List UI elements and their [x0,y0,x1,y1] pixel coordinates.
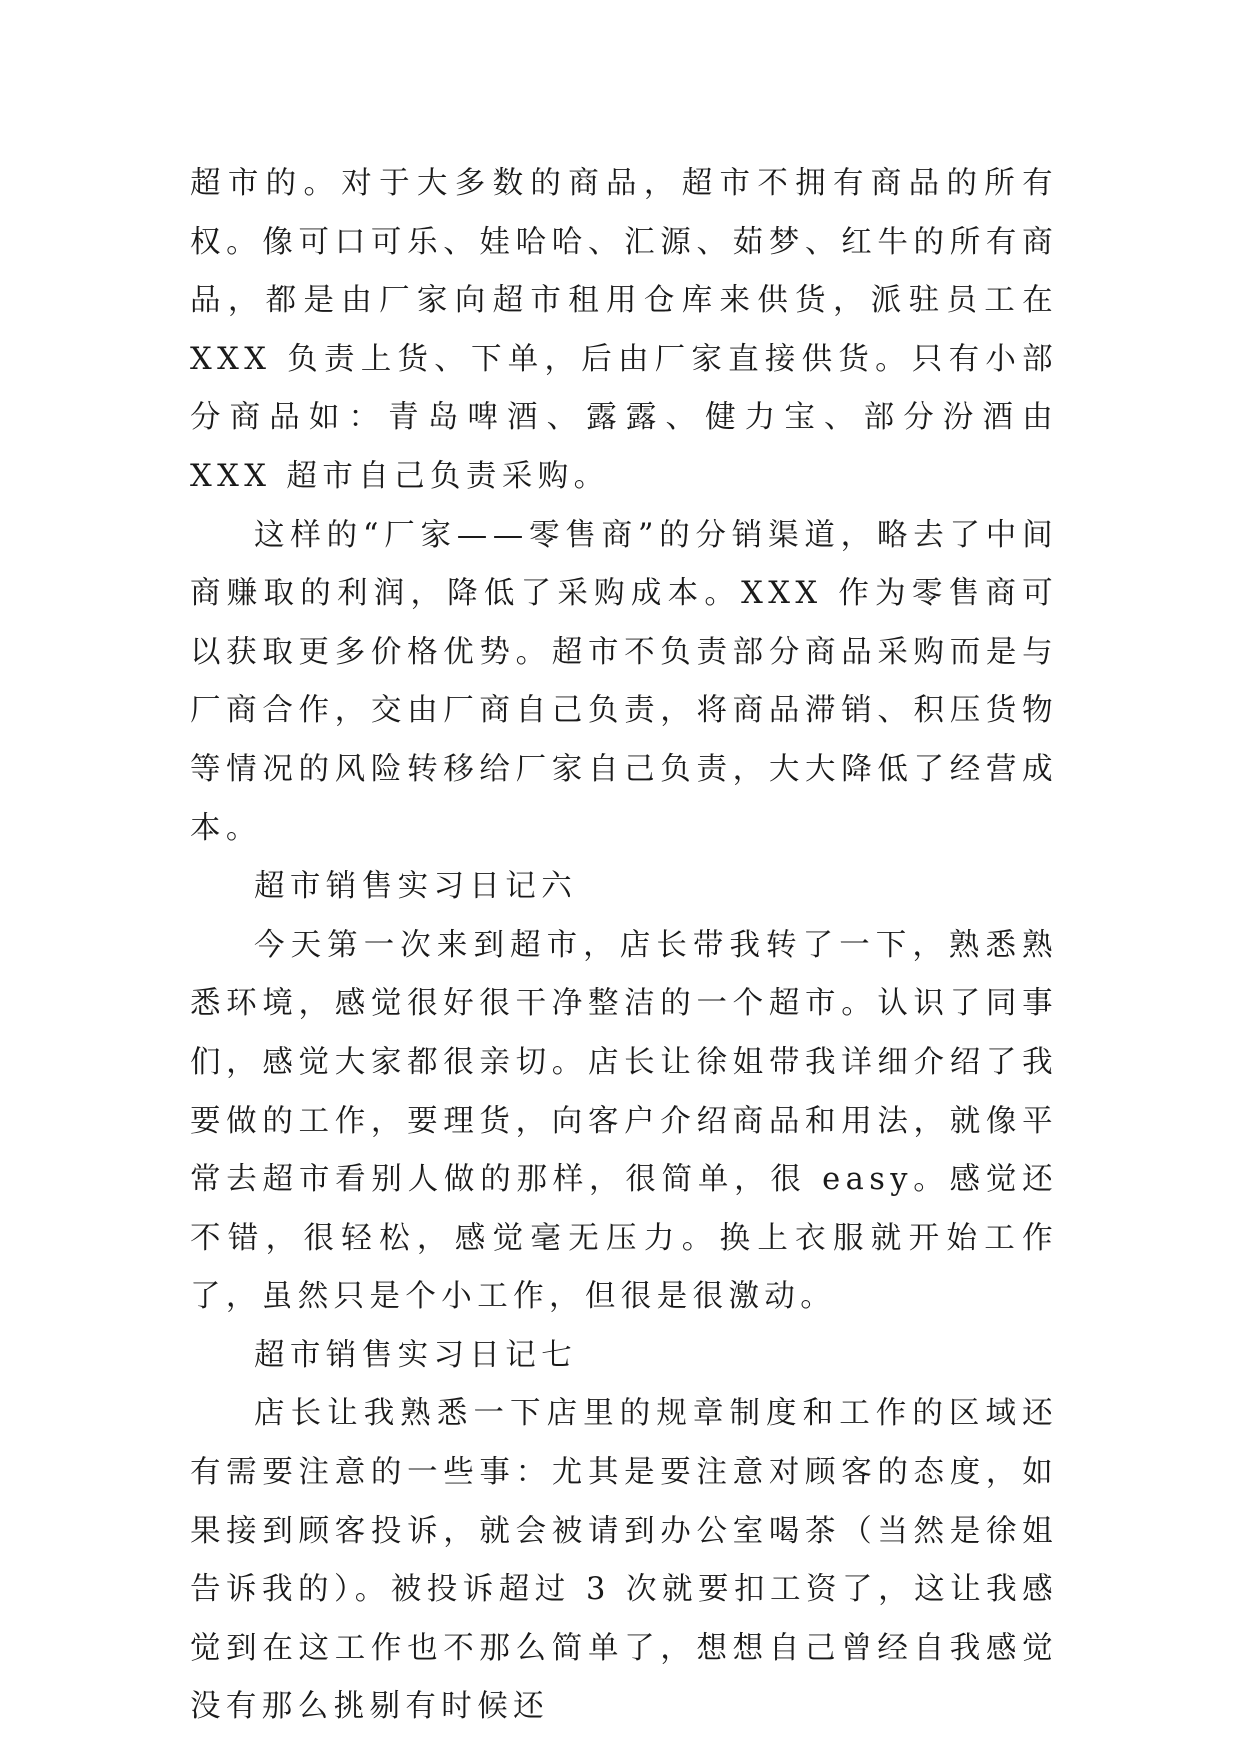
diary-heading-seven: 超市销售实习日记七 [254,1337,578,1373]
paragraph-diary-seven: 店长让我熟悉一下店里的规章制度和工作的区域还有需要注意的一些事：尤其是要注意对顾客的态度，如果接到顾客投诉，就会被请到办公室喝茶（当然是徐姐告诉我的）。被投诉超过 3 次就要扣工资了，这让我感觉到在这工作也不那么简单了，想想自己曾经自我感觉没有那么挑剔有时候还 [190,1396,1058,1725]
diary-heading-six: 超市销售实习日记六 [254,869,578,905]
paragraph-distribution-channel: 这样的“厂家——零售商”的分销渠道，略去了中间商赚取的利润，降低了采购成本。XXX 作为零售商可以获取更多价格优势。超市不负责部分商品采购而是与厂商合作，交由厂商自己负责，将商品滞销、积压货物等情况的风险转移给厂家自己负责，大大降低了经营成本。 [190,517,1058,846]
paragraph-diary-six: 今天第一次来到超市，店长带我转了一下，熟悉熟悉环境，感觉很好很干净整洁的一个超市。认识了同事们，感觉大家都很亲切。店长让徐姐带我详细介绍了我要做的工作，要理货，向客户介绍商品和用法，就像平常去超市看别人做的那样，很简单，很 easy。感觉还不错，很轻松，感觉毫无压力。换上衣服就开始工作了，虽然只是个小工作，但很是很激动。 [190,927,1058,1315]
paragraph-continuation: 超市的。对于大多数的商品，超市不拥有商品的所有权。像可口可乐、娃哈哈、汇源、茹梦、红牛的所有商品，都是由厂家向超市租用仓库来供货，派驻员工在 XXX 负责上货、下单，后由厂家直接供货。只有小部分商品如：青岛啤酒、露露、健力宝、部分汾酒由 XXX 超市自己负责采购。 [190,166,1058,494]
document-body [190,155,1058,1737]
